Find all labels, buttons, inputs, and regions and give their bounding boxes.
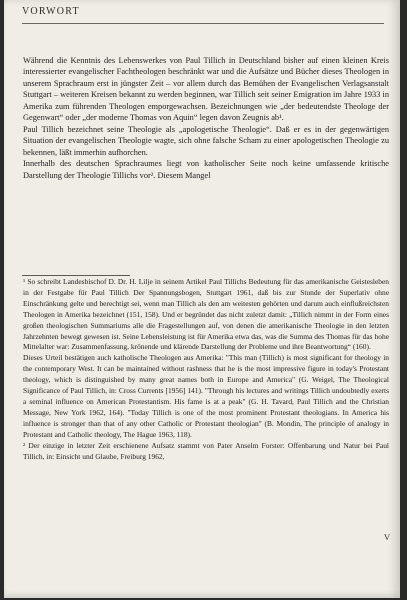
main-text <box>23 55 389 181</box>
header-rule <box>22 23 384 24</box>
page-number: V <box>384 532 391 542</box>
footnote: ¹ So schreibt Landesbischof D. Dr. H. Lilje in seinem Artikel Paul Tillichs Bedeutung für das amerikanische Geistesleben in der Festgabe für Paul Tillich Der Spannungsbogen, Stuttgart 1961, daß bis zur Stunde der Superlativ ohne Einschränkung gelte und berechtigt sei, wenn man Tillich als den am weitesten gehörten und darum auch einflußreichsten Theologen in Amerika bezeichnet (151, 158). Und er begründet das nicht zuletzt damit: „Tillich nimmt in der Form eines großen theologischen Summariums alle die Fragestellungen auf, von denen die amerikanische Theologie in den letzten Jahrzehnten bewegt gewesen ist. Seine Lebensleistung ist für Amerika etwa das, was die Summa des Thomas für das hohe Mittelalter war: Zusammenfassung, krönende und klärende Darstellung der Probleme und ihre Beantwortung“ (160). <box>23 277 389 352</box>
footnote: ² Der einzige in letzter Zeit erschienene Aufsatz stammt von Pater Anselm Forster: Offenbarung und Natur bei Paul Tillich, in: Einsicht und Glaube, Freiburg 1962, <box>23 440 389 461</box>
paragraph: Innerhalb des deutschen Sprachraumes liegt von katholischer Seite noch keine umfassende kritische Darstellung der Theologie Tillichs vor². Diesem Mangel <box>23 159 389 180</box>
footnotes <box>23 277 389 462</box>
page-header: VORWORT <box>22 6 80 17</box>
paragraph: Paul Tillich bezeichnet seine Theologie als „apologetische Theologie“. Daß er es in der gegenwärtigen Situation der evangelischen Theologie wagte, sich ohne falsche Scham zu einer apologetischen Theologie zu bekennen, läßt immerhin aufhorchen. <box>23 124 389 157</box>
paragraph: Während die Kenntnis des Lebenswerkes von Paul Tillich in Deutschland bisher auf einen kleinen Kreis interessierter evangelischer Fachtheologen beschränkt war und die Aufsätze und Bücher dieses Theologen in unserem Sprachraum erst in jüngster Zeit – vor allem durch das Bemühen der Evangelischen Verlagsanstalt Stuttgart – weiteren Kreisen bekannt zu werden beginnen, war Tillich seit seiner Emigration im Jahre 1933 in Amerika zum führenden Theologen emporgewachsen. Bezeichnungen wie „der bedeutendste Theologe der Gegenwart“ oder „der moderne Thomas von Aquin“ legen davon Zeugnis ab¹. <box>23 56 389 123</box>
footnote-rule <box>22 275 130 276</box>
book-page <box>4 0 400 598</box>
footnote: Dieses Urteil bestätigen auch katholische Theologen aus Amerika: "This man (Tillich) is most significant for theology in the contemporary West. It can be maintained without rashness that he is the most impressive figure in today's Protestant theology, which is distinguished by many great names both in Europe and America" (G. Weigel, The Theological Significance of Paul Tillich, in: Cross Currents [1956] 141). "Through his lectures and writings Tillich undoubtedly exerts a seminal influence on American Protestantism. His fame is at a peak" (G. H. Tavard, Paul Tillich and the Christian Message, New York 1962, 164). "Today Tillich is one of the most prominent Protestant theologians. In America his influence is stronger than that of any other Catholic or Protestant theologian" (B. Mondin, The principle of analogy in Protestant and Catholic theology, The Hague 1963, 118). <box>23 353 389 439</box>
